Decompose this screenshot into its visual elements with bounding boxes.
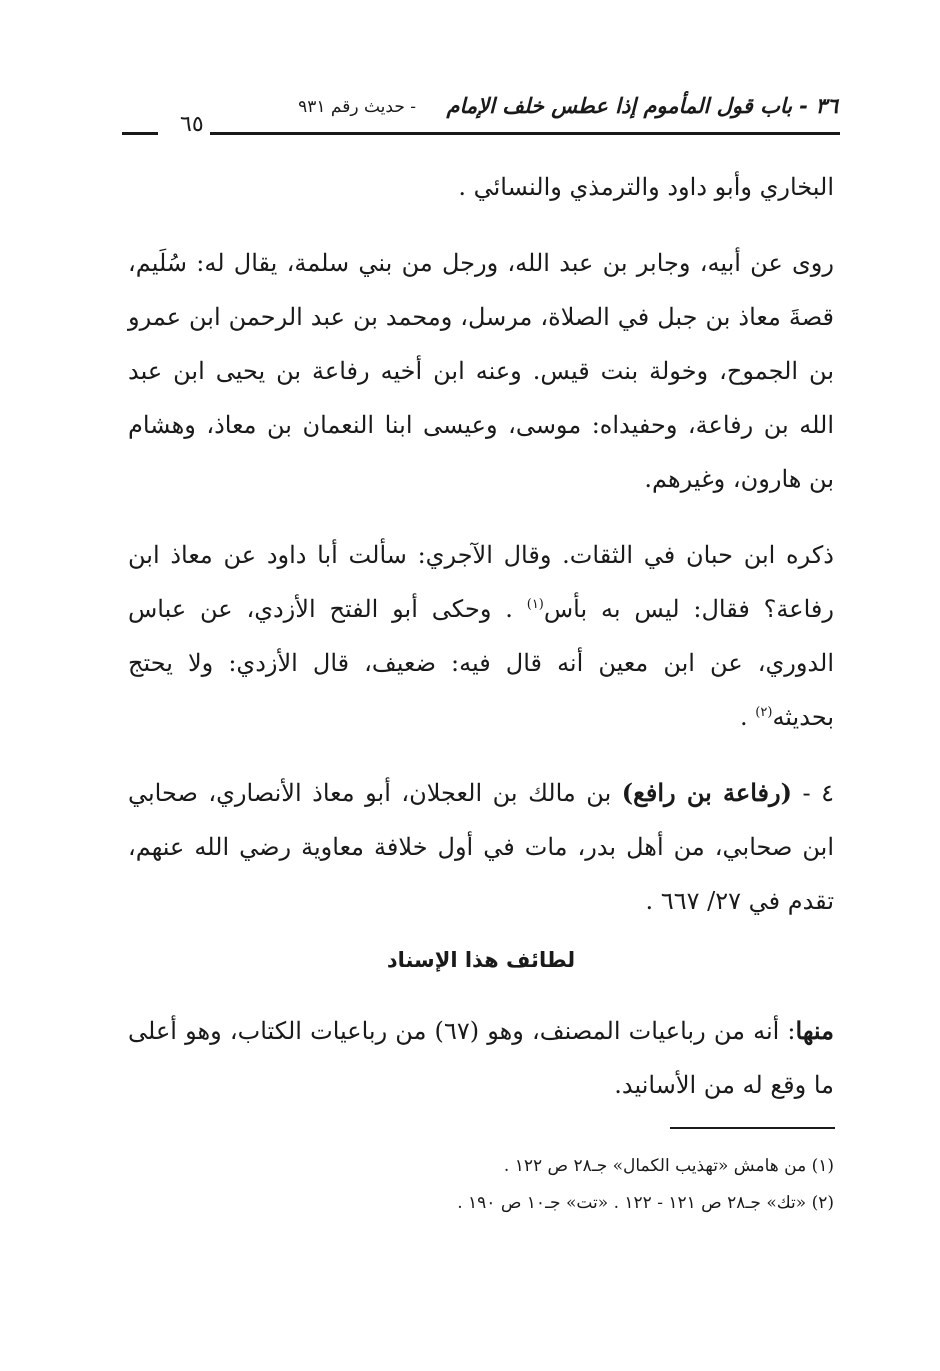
chapter-title: ٣٦ - باب قول المأموم إذا عطس خلف الإمام (446, 94, 838, 118)
footnotes (300, 1148, 834, 1222)
footnote-ref-1: (١) (526, 597, 544, 612)
footnote-2: (٢) «تك» جـ٢٨ ص ١٢١ - ١٢٢ . «تت» جـ١٠ ص ١٩٠ . (457, 1193, 834, 1213)
paragraph-4 (128, 766, 834, 928)
paragraph-4-rest: بن مالك بن العجلان، أبو معاذ الأنصاري، صحابي ابن صحابي، من أهل بدر، مات في أول خلافة معاوية رضي الله عنهم، تقدم في ٢٧/ ٦٦٧ . (128, 779, 834, 915)
footnote-1: (١) من هامش «تهذيب الكمال» جـ٢٨ ص ١٢٢ . (503, 1156, 834, 1176)
section-lead: منها (795, 1016, 834, 1045)
header-rule-short (122, 132, 158, 135)
section-text-body: : أنه من رباعيات المصنف، وهو (٦٧) من رباعيات الكتاب، وهو أعلى ما وقع له من الأسانيد. (128, 1017, 834, 1099)
paragraph-1: البخاري وأبو داود والترمذي والنسائي . (458, 173, 834, 201)
paragraph-3-part-a: ذكره ابن حبان في الثقات. وقال الآجري: سألت أبا داود عن معاذ ابن رفاعة؟ فقال: ليس به بأس (128, 541, 834, 623)
paragraph-5 (128, 1004, 834, 1112)
entry-number: ٤ - (791, 779, 834, 807)
paragraph-3-part-c: . (740, 703, 756, 731)
paragraph-2: روى عن أبيه، وجابر بن عبد الله، ورجل من بني سلمة، يقال له: سُلَيم، قصةَ معاذ بن جبل في الصلاة، مرسل، ومحمد بن عبد الرحمن ابن عمرو بن الجموح، وخولة بنت قيس. وعنه ابن أخيه رفاعة بن يحيى ابن عبد الله بن رفاعة، وحفيداه: موسى، وعيسى ابنا النعمان بن معاذ، وهشام بن هارون، وغيرهم. (128, 249, 834, 493)
main-text (128, 160, 834, 950)
header-rule (210, 132, 840, 135)
page-number: ٦٥ (180, 112, 204, 137)
paragraph-3-part-b: . وحكى أبو الفتح الأزدي، عن عباس الدوري، عن ابن معين أنه قال فيه: ضعيف، قال الأزدي: ولا يحتج بحديثه (128, 595, 834, 731)
running-header (120, 94, 838, 137)
hadith-number: - حديث رقم ٩٣١ (298, 97, 416, 117)
section-text (128, 1004, 834, 1134)
section-heading: لطائف هذا الإسناد (386, 948, 576, 972)
footnote-ref-2: (٢) (755, 705, 773, 720)
footnote-rule (670, 1127, 835, 1129)
narrator-name: (رفاعة بن رافع) (621, 778, 792, 807)
paragraph-3 (128, 528, 834, 744)
